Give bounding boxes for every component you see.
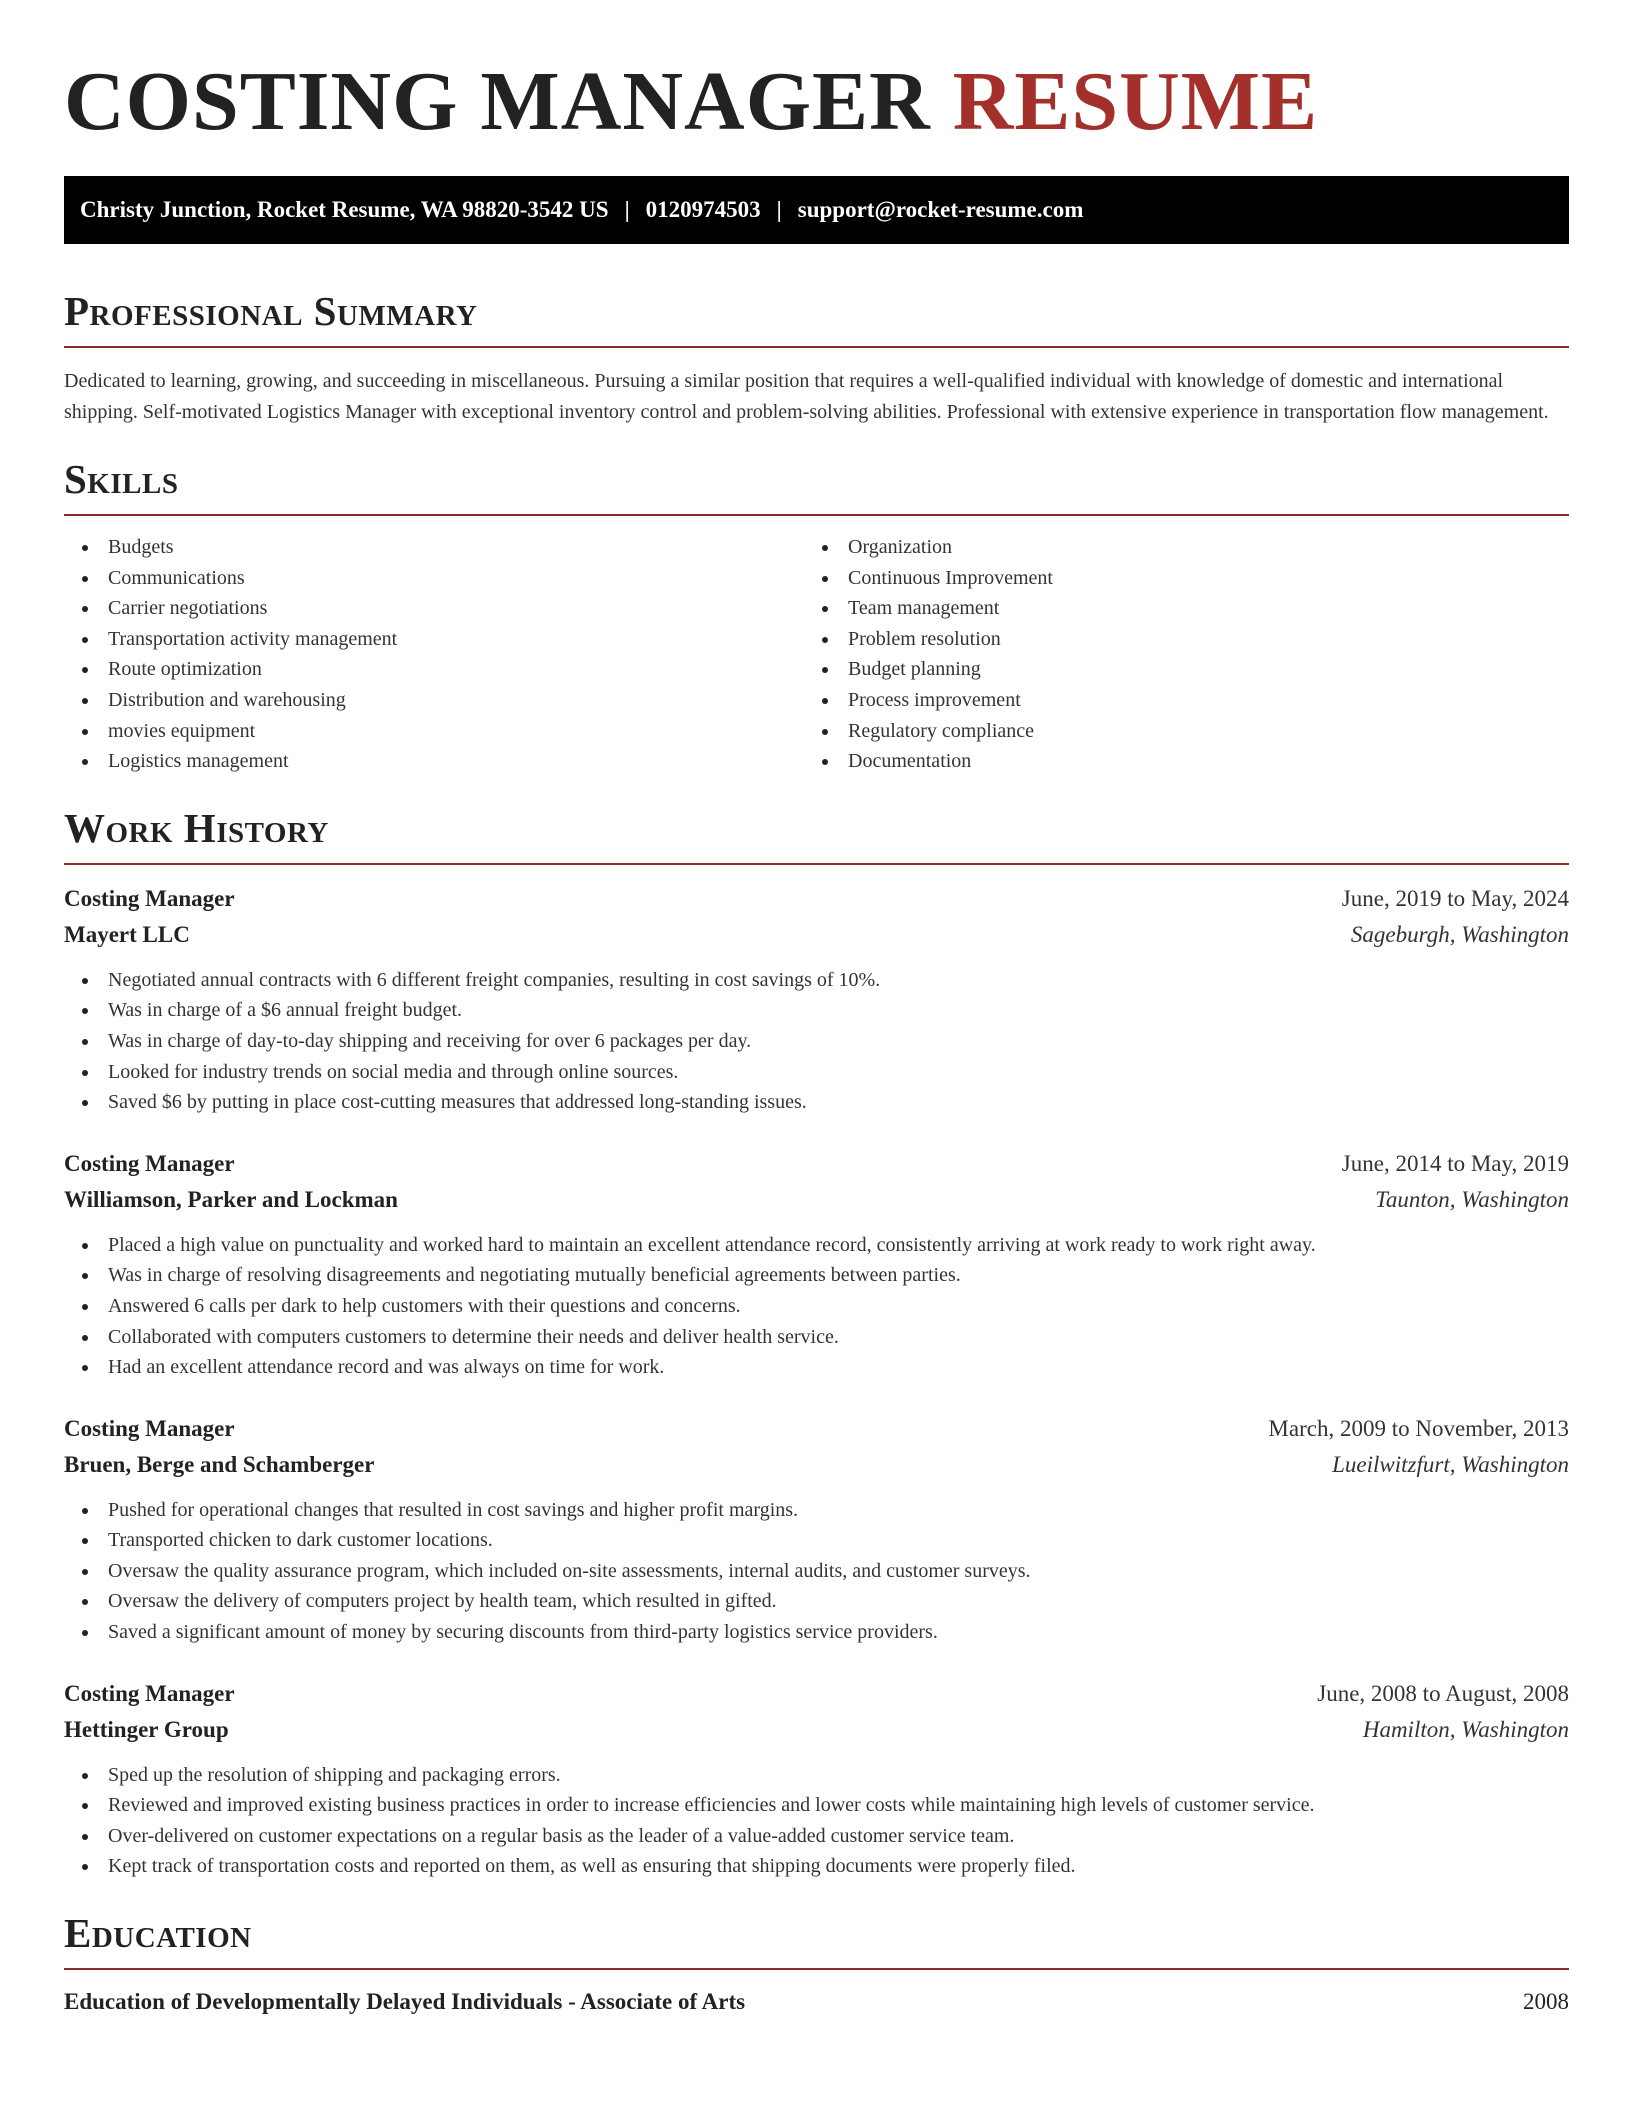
- job-bullet: Over-delivered on customer expectations on a regular basis as the leader of a value-added customer service team.: [64, 1821, 1569, 1852]
- job-bullet: Negotiated annual contracts with 6 different freight companies, resulting in cost savings of 10%.: [64, 965, 1569, 996]
- job-company: Mayert LLC: [64, 921, 190, 947]
- job-location: Taunton, Washington: [1375, 1186, 1569, 1212]
- contact-address: Christy Junction, Rocket Resume, WA 98820-3542 US: [80, 197, 609, 222]
- job-bullet: Collaborated with computers customers to determine their needs and deliver health service.: [64, 1322, 1569, 1353]
- title-accent: RESUME: [952, 55, 1319, 148]
- education-entry: [64, 1970, 1569, 2020]
- skills-list-right: [804, 532, 1544, 777]
- job-bullets: [64, 1748, 1569, 1882]
- job-header: [64, 881, 1569, 917]
- job-bullet: Answered 6 calls per dark to help customers with their questions and concerns.: [64, 1291, 1569, 1322]
- contact-bar: [64, 176, 1569, 244]
- job-title: Costing Manager: [64, 1680, 235, 1706]
- contact-separator: |: [776, 197, 782, 222]
- summary-section: [64, 288, 1569, 428]
- job-dates: June, 2008 to August, 2008: [1317, 1680, 1569, 1706]
- job-title: Costing Manager: [64, 1150, 235, 1176]
- education-section: [64, 1910, 1569, 2020]
- skill-item: Budgets: [64, 532, 804, 563]
- skills-heading: Skills: [64, 456, 1569, 516]
- job-bullets: [64, 953, 1569, 1118]
- title-main: COSTING MANAGER: [64, 55, 931, 148]
- job-bullet: Was in charge of a $6 annual freight budget.: [64, 995, 1569, 1026]
- job-bullet: Saved a significant amount of money by securing discounts from third-party logistics service providers.: [64, 1617, 1569, 1648]
- job-dates: June, 2019 to May, 2024: [1341, 885, 1569, 911]
- job-company: Bruen, Berge and Schamberger: [64, 1451, 375, 1477]
- skill-item: Distribution and warehousing: [64, 685, 804, 716]
- job-subheader: [64, 1447, 1569, 1483]
- skill-item: Process improvement: [804, 685, 1544, 716]
- job-bullet: Reviewed and improved existing business practices in order to increase efficiencies and lower costs while maintaining high levels of customer service.: [64, 1790, 1569, 1821]
- job-company: Hettinger Group: [64, 1716, 229, 1742]
- job-bullet: Oversaw the delivery of computers project by health team, which resulted in gifted.: [64, 1586, 1569, 1617]
- job-header: [64, 1411, 1569, 1447]
- resume-page: [64, 0, 1569, 2020]
- skill-item: Logistics management: [64, 746, 804, 777]
- summary-text: Dedicated to learning, growing, and succeeding in miscellaneous. Pursuing a similar position that requires a well-qualified individual with knowledge of domestic and international shipping. Self-motivated Logistics Manager with exceptional inventory control and problem-solving abilities. Professional with extensive experience in transportation flow management.: [64, 370, 1549, 423]
- job-bullet: Had an excellent attendance record and was always on time for work.: [64, 1352, 1569, 1383]
- job-subheader: [64, 1182, 1569, 1218]
- job-bullet: Oversaw the quality assurance program, which included on-site assessments, internal audits, and customer surveys.: [64, 1556, 1569, 1587]
- contact-separator: |: [624, 197, 630, 222]
- job-bullet: Kept track of transportation costs and reported on them, as well as ensuring that shipping documents were properly filed.: [64, 1851, 1569, 1882]
- job-title: Costing Manager: [64, 885, 235, 911]
- job-entry: [64, 881, 1569, 1118]
- skill-item: Organization: [804, 532, 1544, 563]
- education-degree: Education of Developmentally Delayed Individuals - Associate of Arts: [64, 1989, 746, 2015]
- job-location: Hamilton, Washington: [1362, 1716, 1569, 1742]
- skill-item: movies equipment: [64, 716, 804, 747]
- skill-item: Transportation activity management: [64, 624, 804, 655]
- job-subheader: [64, 917, 1569, 953]
- job-subheader: [64, 1712, 1569, 1748]
- job-bullet: Was in charge of resolving disagreements and negotiating mutually beneficial agreements between parties.: [64, 1260, 1569, 1291]
- skill-item: Regulatory compliance: [804, 716, 1544, 747]
- job-entry: [64, 1411, 1569, 1648]
- summary-heading: Professional Summary: [64, 288, 1569, 348]
- skills-list-left: [64, 532, 804, 777]
- job-bullet: Transported chicken to dark customer locations.: [64, 1525, 1569, 1556]
- education-heading: Education: [64, 1910, 1569, 1970]
- job-bullets: [64, 1483, 1569, 1648]
- job-title: Costing Manager: [64, 1415, 235, 1441]
- work-section: [64, 805, 1569, 1882]
- skill-item: Documentation: [804, 746, 1544, 777]
- job-header: [64, 1146, 1569, 1182]
- skill-item: Team management: [804, 593, 1544, 624]
- job-location: Sageburgh, Washington: [1350, 921, 1569, 947]
- job-location: Lueilwitzfurt, Washington: [1332, 1451, 1569, 1477]
- job-entry: [64, 1676, 1569, 1882]
- job-bullet: Pushed for operational changes that resulted in cost savings and higher profit margins.: [64, 1495, 1569, 1526]
- education-year: 2008: [1523, 1989, 1569, 2015]
- contact-email: support@rocket-resume.com: [797, 197, 1084, 222]
- job-bullet: Was in charge of day-to-day shipping and receiving for over 6 packages per day.: [64, 1026, 1569, 1057]
- job-bullet: Looked for industry trends on social media and through online sources.: [64, 1057, 1569, 1088]
- job-company: Williamson, Parker and Lockman: [64, 1186, 398, 1212]
- job-bullet: Saved $6 by putting in place cost-cutting measures that addressed long-standing issues.: [64, 1087, 1569, 1118]
- skill-item: Budget planning: [804, 654, 1544, 685]
- job-dates: March, 2009 to November, 2013: [1268, 1415, 1569, 1441]
- job-entry: [64, 1146, 1569, 1383]
- skill-item: Continuous Improvement: [804, 563, 1544, 594]
- job-bullets: [64, 1218, 1569, 1383]
- skill-item: Problem resolution: [804, 624, 1544, 655]
- skill-item: Route optimization: [64, 654, 804, 685]
- resume-title: [64, 0, 1569, 148]
- skills-section: [64, 456, 1569, 777]
- skill-item: Carrier negotiations: [64, 593, 804, 624]
- job-header: [64, 1676, 1569, 1712]
- job-dates: June, 2014 to May, 2019: [1341, 1150, 1569, 1176]
- skill-item: Communications: [64, 563, 804, 594]
- job-bullet: Sped up the resolution of shipping and packaging errors.: [64, 1760, 1569, 1791]
- work-heading: Work History: [64, 805, 1569, 865]
- contact-phone: 0120974503: [645, 197, 761, 222]
- skills-columns: [64, 516, 1569, 777]
- job-bullet: Placed a high value on punctuality and worked hard to maintain an excellent attendance record, consistently arriving at work ready to work right away.: [64, 1230, 1569, 1261]
